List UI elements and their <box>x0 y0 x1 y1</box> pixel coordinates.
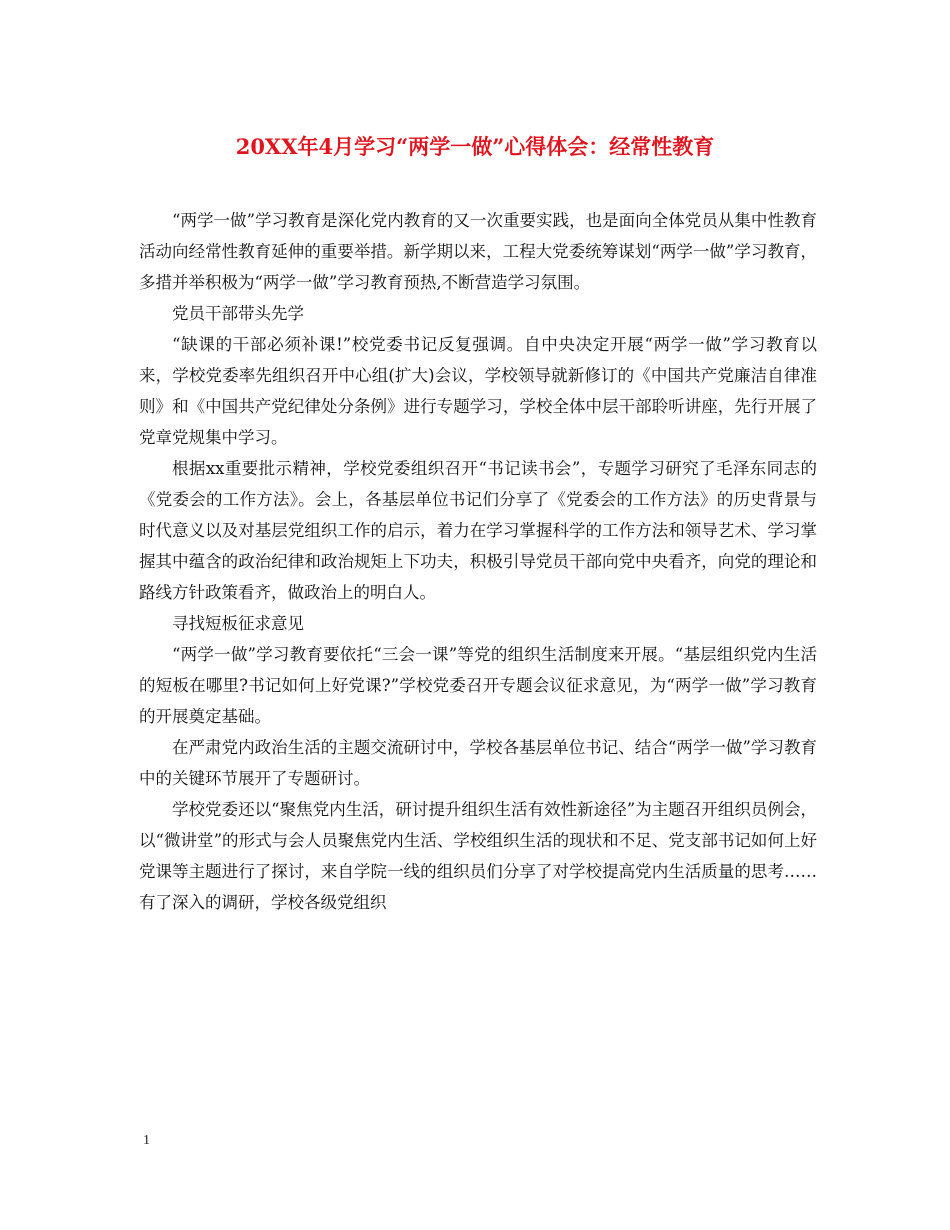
paragraph-cadres: “缺课的干部必须补课!”校党委书记反复强调。自中央决定开展“两学一做”学习教育以来，学校党委率先组织召开中心组(扩大)会议，学校领导就新修订的《中国共产党廉洁自律准则》和《中国共产党纪律处分条例》进行专题学习，学校全体中层干部聆听讲座，先行开展了党章党规集中学习。 <box>139 335 817 447</box>
document-title: 20XX年4月学习“两学一做”心得体会：经常性教育 <box>235 134 715 159</box>
page-number: 1 <box>143 1133 150 1148</box>
paragraph-three-meetings: “两学一做”学习教育要依托“三会一课”等党的组织生活制度来开展。“基层组织党内生活的短板在哪里?书记如何上好党课?”学校党委召开专题会议征求意见，为“两学一做”学习教育的开展奠定基础。 <box>139 645 817 726</box>
section-heading-cadres-learn-first: 党员干部带头先学 <box>172 304 304 323</box>
paragraph-intro: “两学一做”学习教育是深化党内教育的又一次重要实践，也是面向全体党员从集中性教育活动向经常性教育延伸的重要举措。新学期以来，工程大党委统筹谋划“两学一做”学习教育，多措并举积极为“两学一做”学习教育预热,不断营造学习氛围。 <box>139 211 817 292</box>
paragraph-reading-session: 根据xx重要批示精神，学校党委组织召开“书记读书会”，专题学习研究了毛泽东同志的《党委会的工作方法》。会上，各基层单位书记们分享了《党委会的工作方法》的历史背景与时代意义以及对基层党组织工作的启示，着力在学习掌握科学的工作方法和领导艺术、学习掌握其中蕴含的政治纪律和政治规矩上下功夫，积极引导党员干部向党中央看齐，向党的理论和路线方针政策看齐，做政治上的明白人。 <box>139 459 817 602</box>
paragraph-organizer-meeting: 学校党委还以“聚焦党内生活，研讨提升组织生活有效性新途径”为主题召开组织员例会，以“微讲堂”的形式与会人员聚焦党内生活、学校组织生活的现状和不足、党支部书记如何上好党课等主题进行了探讨，来自学院一线的组织员们分享了对学校提高党内生活质量的思考……有了深入的调研，学校各级党组织 <box>139 800 817 912</box>
document-body <box>139 205 817 918</box>
paragraph-seminar: 在严肃党内政治生活的主题交流研讨中，学校各基层单位书记、结合“两学一做”学习教育中的关键环节展开了专题研讨。 <box>139 738 817 788</box>
section-heading-find-shortcomings: 寻找短板征求意见 <box>172 614 304 633</box>
